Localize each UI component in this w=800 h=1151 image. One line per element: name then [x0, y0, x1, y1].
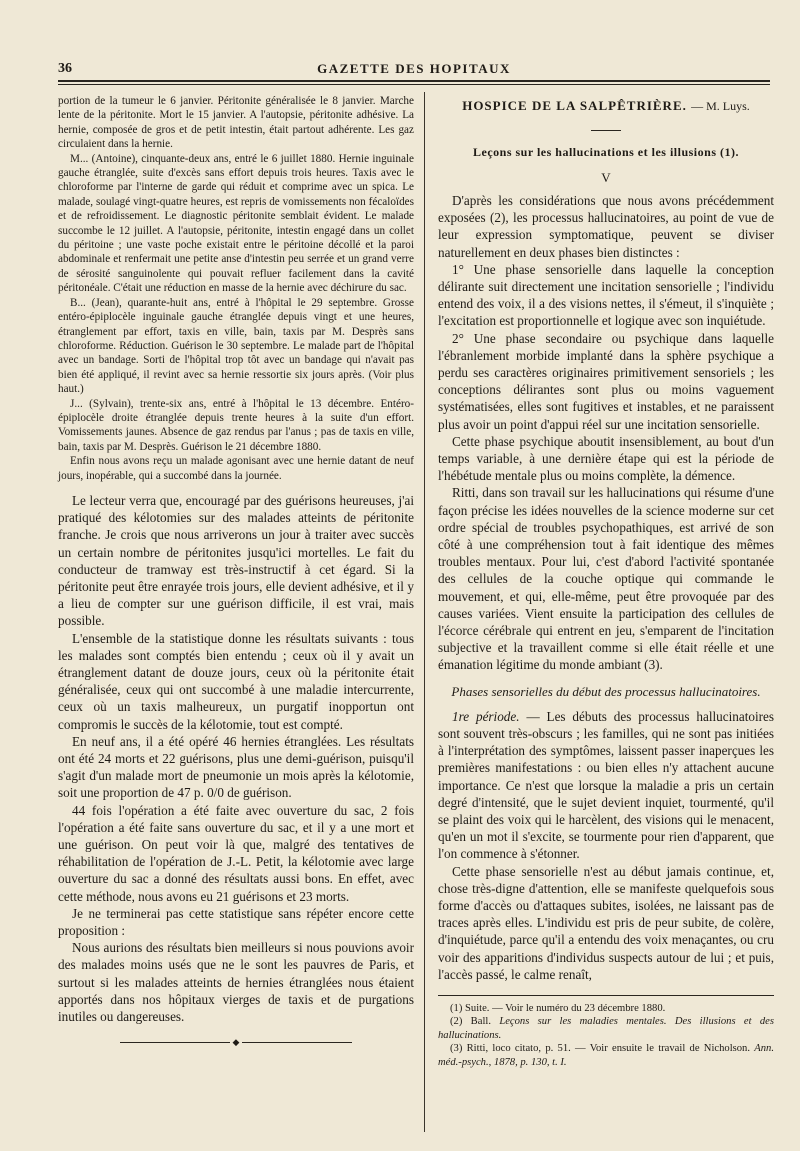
page-number: 36	[58, 61, 72, 76]
body-paragraph: Je ne terminerai pas cette statistique sans répéter encore cette proposition :	[58, 905, 414, 939]
section-heading	[438, 98, 774, 114]
body-paragraph: En neuf ans, il a été opéré 46 hernies étranglées. Les résultats ont été 24 morts et 22 guérisons, plus une demi-guérison, puisqu'il s'agit d'un malade mort de pneumonie un mois après la kélotomie, soit une proportion de 47 p. 0/0 de guérison.	[58, 733, 414, 801]
column-divider	[424, 92, 425, 1132]
body-paragraph	[438, 708, 774, 863]
lecture-body	[438, 192, 774, 674]
case-paragraph: J... (Sylvain), trente-six ans, entré à l'hôpital le 13 décembre. Entéro-épiplocèle droite étranglée depuis trente heures à la suite d'un effort. Vomissements jaunes. Absence de gaz rendus par l'anus ; pas de taxis en ville, bain, taxis par M. Desprès. Guérison le 21 décembre 1880.	[58, 397, 414, 453]
end-ornament: ◆	[58, 1033, 414, 1051]
body-paragraph: 1° Une phase sensorielle dans laquelle la conception délirante suit directement une incitation sensorielle ; l'individu entend des voix, il a des visions nettes, il s'émeut, il s'inquiète ; l'excitation est proportionnelle et logique avec son inquiétude.	[438, 261, 774, 329]
section-number: V	[601, 170, 611, 185]
body-paragraph: 2° Une phase secondaire ou psychique dans laquelle l'ébranlement morbide implanté dans la sphère psychique a perdu ses caractères originaires primitivement sensoriels ; les conceptions délirantes sont plus ou moins vaguement systématisées, elles sont fugitives et instables, et ne paraissent plus avoir un point d'appui réel sur une incitation sensorielle.	[438, 330, 774, 432]
footnote: (3) Ritti, loco citato, p. 51. — Voir ensuite le travail de Nicholson. Ann. méd.-psych., 1878, p. 130, t. I.	[438, 1043, 774, 1068]
lecture-body-2	[438, 708, 774, 983]
case-paragraph: M... (Antoine), cinquante-deux ans, entré le 6 juillet 1880. Hernie inguinale gauche étranglée, suite d'excès sans effort depuis trois heures. Taxis avec le chloroforme par l'interne de garde qui réduit et comprime avec un spica. Le malade, soulagé vingt-quatre heures, est repris de vomissements non fécaloïdes et de refroidissement. Le diagnostic péritonite semblait évident. Le malade succombe le 12 juillet. A l'autopsie, péritonite, intestin engagé dans un collet du péritoine ; une vaste poche existait entre le péritoine décollé et la paroi abdominale et renfermait une petite anse d'intestin peu serrée et un grand verre de sérosité sanguinolente qui pouvait refluer facilement dans la cavité péritonéale. C'était une réduction en masse de la hernie avec déchirure du sac.	[58, 152, 414, 295]
body-paragraph: L'ensemble de la statistique donne les résultats suivants : tous les malades sont comptés bien entendu ; ceux où il y avait un étranglement datant de douze jours, ceux où la péritonite était généralisée, ceux qui ont succombé à une maladie intercurrente, ceux où un taxis malheureux, un purgatif inopportun ont compromis le succès de la kélotomie, tout est compté.	[58, 630, 414, 732]
case-paragraph: B... (Jean), quarante-huit ans, entré à l'hôpital le 29 septembre. Grosse entéro-épiplocèle inguinale gauche étranglée depuis vingt et une heures, étranglement par effort, taxis en ville, bain, taxis par M. Desprès sans chloroforme. Réduction. Guérison le 30 septembre. Le malade part de l'hôpital avec un bandage. Sorti de l'hôpital trop tôt avec un bandage qui n'avait pas bien été appliqué, il revint avec sa hernie ressortie six jours après. (Voir plus haut.)	[58, 296, 414, 396]
short-rule	[591, 130, 621, 131]
period-label: 1re période.	[452, 708, 520, 724]
hospital-name: HOSPICE DE LA SALPÊTRIÈRE.	[462, 98, 687, 113]
case-paragraph: portion de la tumeur le 6 janvier. Péritonite généralisée le 8 janvier. Marche lente de la péritonite. Mort le 15 janvier. A l'autopsie, péritonite adhésive. La hernie, composée de gros et de petit intestin, était partout adhérente. Les gaz circulaient dans la hernie.	[58, 95, 414, 151]
body-paragraph: Cette phase sensorielle n'est au début jamais continue, et, chose très-digne d'attention, elle se manifeste quelquefois sous forme d'accès ou d'attaques subites, isolées, ne laissant pas de traces après elles. L'individu est pris de peur subite, de colère, d'inquiétude, parce qu'il a entendu des voix menaçantes, ou cru voir des apparitions d'individus suspects autour de lui ; et puis, l'accès passé, le calme renaît,	[438, 863, 774, 982]
period-text: — Les débuts des processus hallucinatoires sont souvent très-obscurs ; les familles, qui ne sont pas initiées à l'interprétation des symptômes, laissent passer inaperçues les premières manifestations : ou bien elles n'y attachent aucune importance. Ce n'est que lorsque la maladie a pris un certain degré d'intensité, que le sujet devient inquiet, tourmenté, qu'il se plaint des voix qui le harcèlent, des visions qui le menacent, qu'en un mot il s'excite, se tourmente pour rien d'apparent, que l'on commence à s'étonner.	[438, 708, 774, 862]
body-paragraph: Le lecteur verra que, encouragé par des guérisons heureuses, j'ai pratiqué des kélotomies sur des malades atteints de péritonite franche. Je crois que nous arriverons un jour à traiter avec succès un certain nombre de péritonites jusqu'ici mortelles. Le fait du conducteur de tramway est très-instructif à cet égard. Si la péritonite peut être enrayée trois jours, elle devient adhésive, et il y a lieu de compter sur une guérison difficile, il est vrai, mais possible.	[58, 492, 414, 629]
case-paragraph: Enfin nous avons reçu un malade agonisant avec une hernie datant de neuf jours, inopérable, qui a succombé dans la journée.	[58, 455, 414, 482]
body-paragraph: D'après les considérations que nous avons précédemment exposées (2), les processus hallucinatoires, au point de vue de leur expression symptomatique, peuvent se diviser naturellement en deux phases bien distinctes :	[438, 193, 774, 260]
case-reports	[58, 94, 414, 483]
footnote-rule	[438, 995, 774, 996]
body-paragraph: Nous aurions des résultats bien meilleurs si nous pouvions avoir des malades moins usés que ne le sont les pauvres de Paris, et surtout si les malades atteints de hernies étranglées nous étaient apportés dans nos hôpitaux vierges de taxis et de purgations inutiles ou dangereuses.	[58, 940, 414, 1025]
journal-title: GAZETTE DES HOPITAUX	[317, 61, 511, 76]
footnotes	[438, 1002, 774, 1069]
footnote: (2) Ball. Leçons sur les maladies mentales. Des illusions et des hallucinations.	[438, 1016, 774, 1041]
right-column	[438, 94, 774, 1069]
header-rule-thin	[58, 84, 770, 85]
header-rule-thick	[58, 80, 770, 82]
page-header	[58, 58, 770, 80]
body-paragraph: Ritti, dans son travail sur les hallucinations qui résume d'une façon précise les idées nouvelles de la science moderne sur cet ordre spécial de troubles psychopathiques, est arrivé de son côté à une compréhension tout à fait identique des mêmes troubles mentaux. Pour lui, c'est d'abord l'activité spontanée des cellules de la couche optique qui commande le mouvement, et qui, elle-même, peut être provoquée par des causes variées. Vient ensuite la participation des cellules de l'écorce cérébrale qui entrent en jeu, s'emparent de l'incitation subjective et la travaillent comme si elle était réelle et une émanation légitime du monde ambiant (3).	[438, 485, 774, 673]
author: — M. Luys.	[691, 99, 750, 113]
body-paragraph: 44 fois l'opération a été faite avec ouverture du sac, 2 fois l'opération a été faite sans ouverture du sac, et il y a une mort et une guérison. On peut voir là que, malgré des tentatives de réhabilitation de l'opération de J.-L. Petit, la kélotomie avec large ouverture du sac a donné des résultats aussi bons. En effet, avec cette méthode, nous avons eu 21 guérisons et 23 morts.	[58, 802, 414, 904]
left-column	[58, 94, 414, 1051]
body-paragraph: Cette phase psychique aboutit insensiblement, au bout d'un temps variable, à une dernière étape qui est la période de l'hébétude mentale plus ou moins complète, la démence.	[438, 433, 774, 484]
commentary	[58, 492, 414, 1025]
subsection-title: Phases sensorielles du début des processus hallucinatoires.	[451, 683, 761, 699]
footnote: (1) Suite. — Voir le numéro du 23 décembre 1880.	[450, 1002, 666, 1014]
lecture-title: Leçons sur les hallucinations et les illusions (1).	[473, 145, 739, 159]
